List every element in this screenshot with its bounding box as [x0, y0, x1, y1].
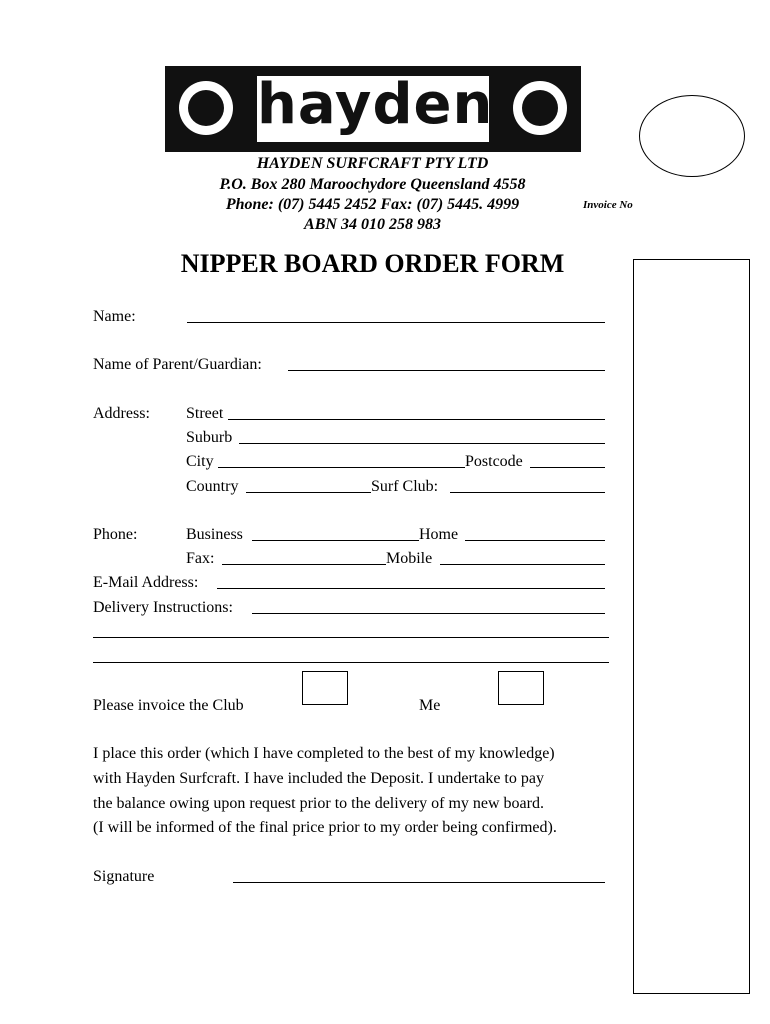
name-field[interactable] — [187, 322, 605, 323]
delivery-line-3[interactable] — [93, 662, 609, 663]
fax-field[interactable] — [222, 564, 386, 565]
suburb-field[interactable] — [239, 443, 605, 444]
delivery-label: Delivery Instructions: — [93, 599, 233, 616]
logo-wheel-right-icon — [507, 75, 573, 141]
declaration-line: with Hayden Surfcraft. I have included the Deposit. I undertake to pay — [93, 770, 544, 787]
surf-club-label: Surf Club: — [371, 478, 439, 495]
logo-wheel-left-icon — [173, 75, 239, 141]
delivery-line-2[interactable] — [93, 637, 609, 638]
city-field[interactable] — [218, 467, 465, 468]
office-use-box — [633, 259, 750, 994]
invoice-me-label: Me — [419, 697, 441, 714]
invoice-stamp-circle — [639, 95, 745, 177]
declaration-line: (I will be informed of the final price prior to my order being confirmed). — [93, 819, 557, 836]
declaration-line: I place this order (which I have completed to the best of my knowledge) — [93, 745, 555, 762]
parent-label: Name of Parent/Guardian: — [93, 356, 262, 373]
delivery-field[interactable] — [252, 613, 605, 614]
mobile-label: Mobile — [386, 550, 433, 567]
business-label: Business — [186, 526, 243, 543]
address-label: Address: — [93, 405, 150, 422]
street-field[interactable] — [228, 419, 605, 420]
company-abn: ABN 34 010 258 983 — [304, 216, 441, 233]
form-title: NIPPER BOARD ORDER FORM — [180, 249, 565, 278]
postcode-label: Postcode — [465, 453, 523, 470]
surf-club-field[interactable] — [450, 492, 605, 493]
signature-label: Signature — [93, 868, 155, 885]
hayden-logo — [165, 66, 581, 152]
parent-field[interactable] — [288, 370, 605, 371]
country-field[interactable] — [246, 492, 371, 493]
invoice-club-label: Please invoice the Club — [93, 697, 244, 714]
invoice-club-checkbox[interactable] — [302, 671, 348, 705]
phone-label: Phone: — [93, 526, 138, 543]
invoice-number-label: Invoice No — [583, 199, 633, 211]
business-phone-field[interactable] — [252, 540, 419, 541]
logo-text: hayden — [257, 72, 494, 137]
mobile-field[interactable] — [440, 564, 605, 565]
country-label: Country — [186, 478, 239, 495]
home-label: Home — [419, 526, 459, 543]
postcode-field[interactable] — [530, 467, 605, 468]
company-name: HAYDEN SURFCRAFT PTY LTD — [256, 155, 489, 172]
email-field[interactable] — [217, 588, 605, 589]
declaration-line: the balance owing upon request prior to the delivery of my new board. — [93, 795, 544, 812]
street-label: Street — [186, 405, 224, 422]
name-label: Name: — [93, 308, 136, 325]
fax-label: Fax: — [186, 550, 215, 567]
signature-field[interactable] — [233, 882, 605, 883]
email-label: E-Mail Address: — [93, 574, 199, 591]
suburb-label: Suburb — [186, 429, 233, 446]
company-contact: Phone: (07) 5445 2452 Fax: (07) 5445. 4999 — [225, 196, 520, 213]
invoice-me-checkbox[interactable] — [498, 671, 544, 705]
company-address: P.O. Box 280 Maroochydore Queensland 4558 — [219, 176, 526, 193]
city-label: City — [186, 453, 214, 470]
home-phone-field[interactable] — [465, 540, 605, 541]
